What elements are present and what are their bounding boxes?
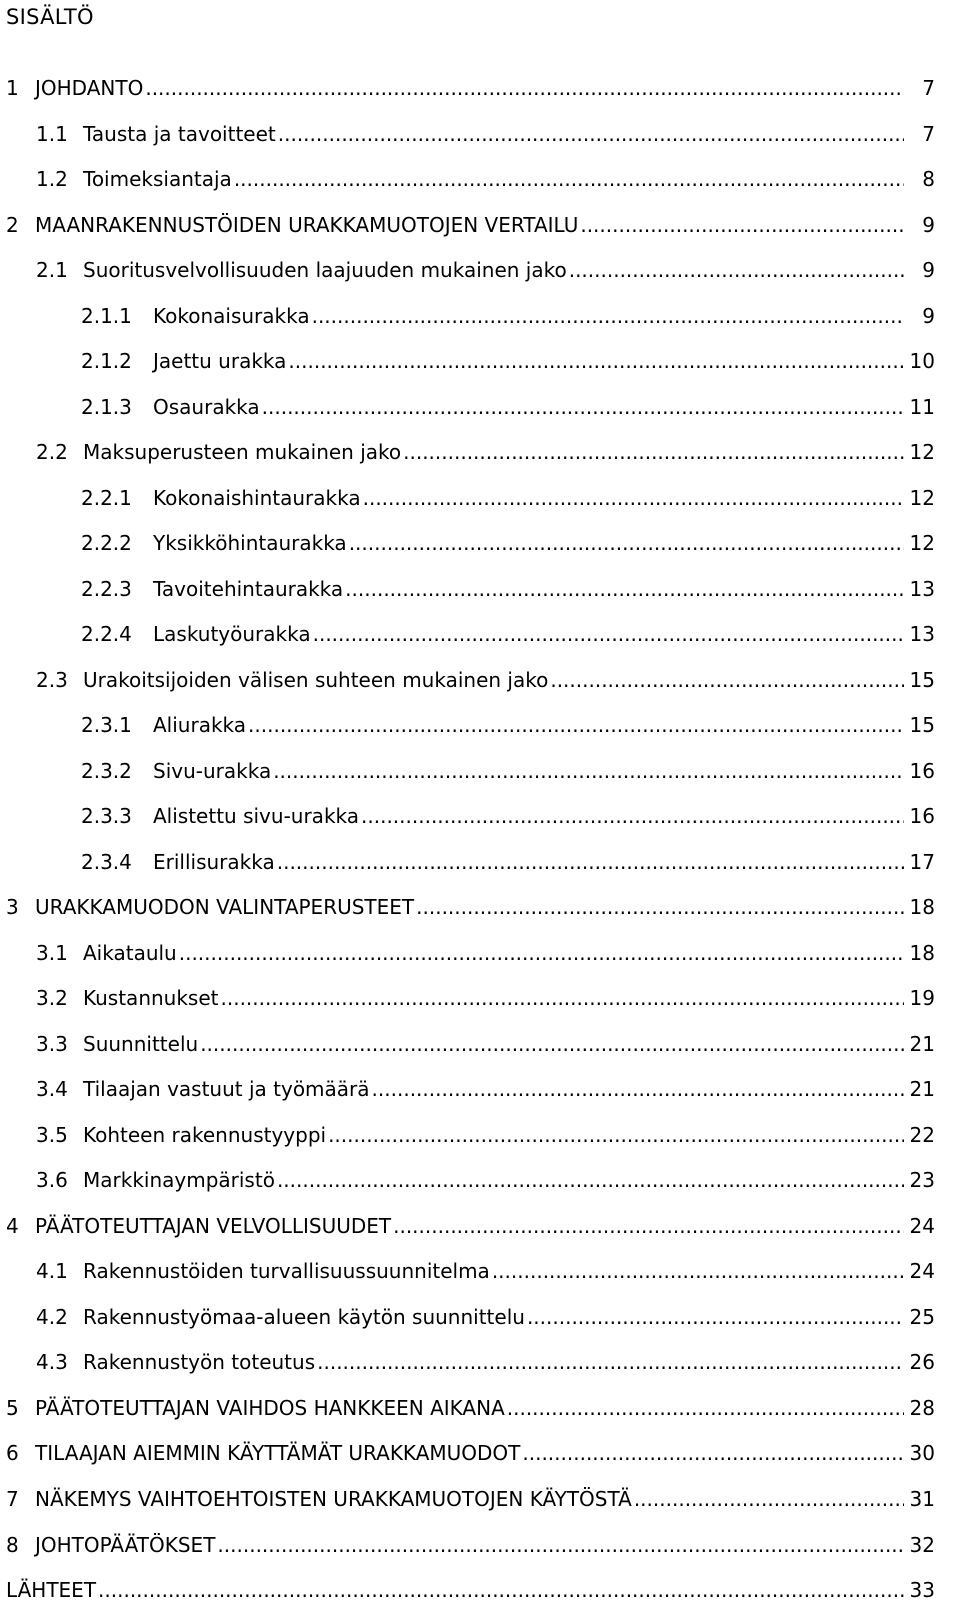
toc-entry-page-number: 22 [909,1122,935,1147]
toc-entry-page-number: 18 [909,940,935,965]
dot-leader [98,1575,904,1605]
dot-leader [312,301,904,331]
dot-leader [580,210,904,240]
toc-entry-number: 7 [6,1486,19,1511]
toc-entry-title: Tausta ja tavoitteet [83,121,276,146]
toc-entry-title: Kustannukset [83,986,219,1011]
toc-entry-number: 4 [6,1213,19,1238]
toc-entry-page-number: 8 [922,167,935,192]
toc-entry-title: Tavoitehintaurakka [153,576,344,601]
toc-entry[interactable] [0,1575,960,1621]
toc-entry[interactable] [0,892,960,938]
dot-leader [403,437,904,467]
dot-leader [550,665,904,695]
toc-entry[interactable] [0,1393,960,1439]
toc-entry-number: 3.3 [36,1031,68,1056]
toc-list [0,73,960,1621]
toc-entry-page-number: 23 [909,1168,935,1193]
toc-entry-number: 2.3.2 [81,758,132,783]
toc-entry-number: 2.2.4 [81,622,132,647]
toc-entry-page-number: 21 [909,1031,935,1056]
toc-entry-title: Rakennustyömaa-alueen käytön suunnittelu [83,1304,525,1329]
toc-entry[interactable] [0,756,960,802]
toc-entry-number: 6 [6,1441,19,1466]
dot-leader [507,1393,904,1423]
toc-entry-title: Sivu-urakka [153,758,272,783]
dot-leader [416,892,904,922]
toc-entry-number: 2.1 [36,258,68,283]
toc-entry[interactable] [0,210,960,256]
toc-entry-title: Kokonaisurakka [153,303,310,328]
toc-entry-page-number: 13 [909,576,935,601]
toc-entry-number: 2.2.3 [81,576,132,601]
dot-leader [248,710,904,740]
toc-entry-title: TILAAJAN AIEMMIN KÄYTTÄMÄT URAKKAMUODOT [35,1441,521,1466]
toc-entry[interactable] [0,574,960,620]
toc-entry-number: 2.1.1 [81,303,132,328]
dot-leader [363,483,904,513]
dot-leader [345,574,904,604]
toc-entry[interactable] [0,1438,960,1484]
toc-entry-page-number: 21 [909,1077,935,1102]
toc-entry-title: URAKKAMUODON VALINTAPERUSTEET [35,895,415,920]
toc-entry-page-number: 19 [909,986,935,1011]
toc-entry-page-number: 25 [909,1304,935,1329]
toc-entry-page-number: 10 [909,349,935,374]
toc-entry[interactable] [0,801,960,847]
toc-entry[interactable] [0,1211,960,1257]
toc-entry-page-number: 11 [909,394,935,419]
dot-leader [278,119,904,149]
toc-entry-page-number: 12 [909,485,935,510]
dot-leader [313,619,904,649]
toc-entry-number: 8 [6,1532,19,1557]
toc-entry-page-number: 18 [909,895,935,920]
toc-entry[interactable] [0,1484,960,1530]
toc-entry[interactable] [0,938,960,984]
toc-entry-page-number: 12 [909,440,935,465]
toc-entry-title: Maksuperusteen mukainen jako [83,440,402,465]
toc-entry[interactable] [0,1029,960,1075]
toc-entry-number: 2.2.1 [81,485,132,510]
dot-leader [200,1029,904,1059]
toc-entry[interactable] [0,437,960,483]
toc-entry-page-number: 24 [909,1259,935,1284]
toc-entry-title: JOHDANTO [35,76,144,100]
toc-entry[interactable] [0,73,960,119]
toc-entry-title: JOHTOPÄÄTÖKSET [35,1532,216,1557]
toc-entry-page-number: 9 [922,303,935,328]
toc-entry-number: 1 [6,76,19,100]
dot-leader [277,847,904,877]
toc-entry-number: 2.1.3 [81,394,132,419]
toc-entry-title: Suunnittelu [83,1031,199,1056]
dot-leader [262,392,904,422]
toc-entry-number: 1.2 [36,167,68,192]
toc-entry[interactable] [0,164,960,210]
toc-entry-title: Jaettu urakka [153,349,287,374]
toc-entry-page-number: 15 [909,667,935,692]
toc-entry[interactable] [0,1120,960,1166]
toc-entry-number: 2.3.3 [81,804,132,829]
dot-leader [145,73,904,103]
toc-entry-page-number: 16 [909,804,935,829]
dot-leader [273,756,904,786]
toc-entry-number: 3.4 [36,1077,68,1102]
toc-entry-number: 3.6 [36,1168,68,1193]
dot-leader [221,983,905,1013]
toc-entry-title: Suoritusvelvollisuuden laajuuden mukainen jako [83,258,567,283]
toc-entry[interactable] [0,301,960,347]
toc-entry-number: 4.1 [36,1259,68,1284]
toc-entry-title: Laskutyöurakka [153,622,311,647]
toc-entry-title: Rakennustyön toteutus [83,1350,316,1375]
toc-entry-title: Markkinaympäristö [83,1168,275,1193]
toc-entry-number: 4.2 [36,1304,68,1329]
toc-entry-number: 2.3 [36,667,68,692]
toc-heading: SISÄLTÖ [6,5,94,29]
toc-entry-page-number: 7 [922,76,935,100]
toc-entry[interactable] [0,392,960,438]
toc-entry[interactable] [0,1256,960,1302]
toc-entry-title: Tilaajan vastuut ja työmäärä [83,1077,370,1102]
dot-leader [234,164,904,194]
toc-entry-title: Aikataulu [83,940,177,965]
dot-leader [288,346,904,376]
toc-entry-page-number: 33 [909,1578,935,1603]
toc-entry-page-number: 7 [922,121,935,146]
toc-entry-number: 4.3 [36,1350,68,1375]
dot-leader [179,938,904,968]
toc-entry-title: Kohteen rakennustyyppi [83,1122,327,1147]
toc-entry-number: 2.2.2 [81,531,132,556]
dot-leader [361,801,904,831]
toc-entry-number: 3.1 [36,940,68,965]
toc-entry-page-number: 9 [922,258,935,283]
toc-entry-title: Kokonaishintaurakka [153,485,361,510]
toc-entry[interactable] [0,1165,960,1211]
toc-entry-number: 2.3.4 [81,849,132,874]
toc-entry-page-number: 17 [909,849,935,874]
dot-leader [349,528,904,558]
toc-entry-page-number: 9 [922,212,935,237]
toc-entry[interactable] [0,1347,960,1393]
toc-entry-number: 2.2 [36,440,68,465]
toc-entry-title: PÄÄTOTEUTTAJAN VAIHDOS HANKKEEN AIKANA [35,1395,505,1420]
toc-entry-number: 1.1 [36,121,68,146]
toc-entry[interactable] [0,847,960,893]
toc-entry[interactable] [0,528,960,574]
toc-entry-page-number: 26 [909,1350,935,1375]
toc-entry[interactable] [0,1302,960,1348]
toc-entry[interactable] [0,983,960,1029]
toc-entry-title: Urakoitsijoiden välisen suhteen mukainen jako [83,667,549,692]
toc-entry-page-number: 13 [909,622,935,647]
toc-entry-page-number: 15 [909,713,935,738]
dot-leader [217,1530,904,1560]
toc-entry[interactable] [0,710,960,756]
toc-entry-title: Osaurakka [153,394,260,419]
toc-entry-title: NÄKEMYS VAIHTOEHTOISTEN URAKKAMUOTOJEN KÄYTÖSTÄ [35,1486,632,1511]
toc-entry-number: 2.1.2 [81,349,132,374]
toc-entry-number: 2 [6,212,19,237]
toc-entry-title: MAANRAKENNUSTÖIDEN URAKKAMUOTOJEN VERTAILU [35,212,579,237]
dot-leader [522,1438,904,1468]
toc-entry-page-number: 12 [909,531,935,556]
toc-entry-title: LÄHTEET [6,1578,97,1603]
dot-leader [328,1120,904,1150]
toc-entry-page-number: 16 [909,758,935,783]
toc-entry[interactable] [0,619,960,665]
toc-entry-number: 3 [6,895,19,920]
toc-entry-title: Yksikköhintaurakka [153,531,347,556]
dot-leader [569,255,904,285]
toc-entry[interactable] [0,346,960,392]
toc-entry-title: Erillisurakka [153,849,275,874]
toc-entry-page-number: 30 [909,1441,935,1466]
toc-entry[interactable] [0,483,960,529]
dot-leader [393,1211,904,1241]
toc-entry-number: 3.5 [36,1122,68,1147]
toc-entry-title: Aliurakka [153,713,247,738]
toc-entry-page-number: 24 [909,1213,935,1238]
dot-leader [372,1074,904,1104]
toc-entry-number: 3.2 [36,986,68,1011]
toc-entry-page-number: 31 [909,1486,935,1511]
toc-entry-title: Rakennustöiden turvallisuussuunnitelma [83,1259,490,1284]
dot-leader [317,1347,904,1377]
toc-entry[interactable] [0,1530,960,1576]
toc-entry[interactable] [0,255,960,301]
dot-leader [277,1165,904,1195]
toc-entry-title: Toimeksiantaja [83,167,232,192]
toc-entry-page-number: 28 [909,1395,935,1420]
dot-leader [634,1484,904,1514]
toc-entry[interactable] [0,119,960,165]
toc-entry-title: Alistettu sivu-urakka [153,804,360,829]
toc-entry-number: 2.3.1 [81,713,132,738]
dot-leader [527,1302,904,1332]
toc-entry-title: PÄÄTOTEUTTAJAN VELVOLLISUUDET [35,1213,392,1238]
toc-entry[interactable] [0,665,960,711]
toc-entry-number: 5 [6,1395,19,1420]
dot-leader [492,1256,904,1286]
toc-entry-page-number: 32 [909,1532,935,1557]
toc-entry[interactable] [0,1074,960,1120]
